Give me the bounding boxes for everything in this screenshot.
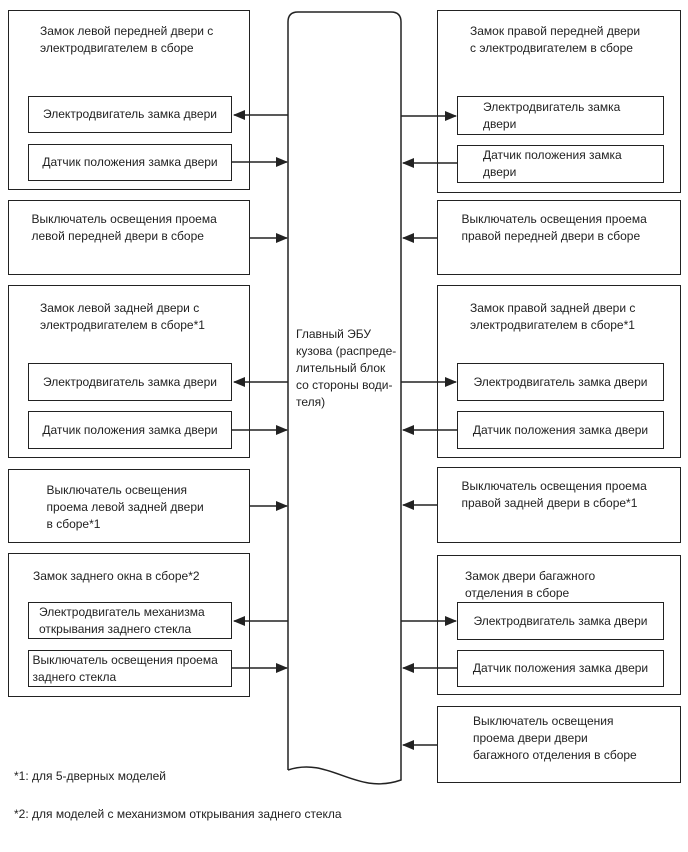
box-front-right-motor: Электродвигатель замка двери <box>457 96 664 135</box>
box-luggage-courtesy-switch: Выключатель освещения проема двери двери багажного отделения в сборе <box>437 706 681 783</box>
box-back-window-motor: Электродвигатель механизма открывания заднего стекла <box>28 602 232 639</box>
box-title: Замок левой задней двери с электродвигателем в сборе*1 <box>40 301 205 332</box>
ecu-label-line: Главный ЭБУ <box>296 327 372 341</box>
box-front-right-sensor: Датчик положения замка двери <box>457 145 664 183</box>
box-title: Замок левой передней двери с электродвигателем в сборе <box>40 24 214 55</box>
box-luggage-motor: Электродвигатель замка двери <box>457 602 664 640</box>
box-rear-right-courtesy-switch: Выключатель освещения проема правой задней двери в сборе*1 <box>437 467 681 543</box>
box-front-left-motor: Электродвигатель замка двери <box>28 96 232 133</box>
footnote-1: *1: для 5-дверных моделей <box>14 769 167 783</box>
box-rear-right-motor: Электродвигатель замка двери <box>457 363 664 401</box>
box-front-right-courtesy-switch: Выключатель освещения проема правой передней двери в сборе <box>437 200 681 275</box>
box-back-window-courtesy-switch: Выключатель освещения проема заднего стекла <box>28 650 232 687</box>
box-luggage-sensor: Датчик положения замка двери <box>457 650 664 687</box>
ecu-label-line: теля) <box>296 395 326 409</box>
box-title: Замок заднего окна в сборе*2 <box>33 569 200 583</box>
box-rear-left-motor: Электродвигатель замка двери <box>28 363 232 401</box>
ecu-label-line: со стороны води- <box>296 378 393 392</box>
box-rear-left-sensor: Датчик положения замка двери <box>28 411 232 449</box>
footnote-2: *2: для моделей с механизмом открывания заднего стекла <box>14 807 342 821</box>
box-title: Замок правой передней двери с электродвигателем в сборе <box>470 24 641 55</box>
box-title: Замок правой задней двери с электродвигателем в сборе*1 <box>470 301 636 332</box>
box-front-left-courtesy-switch: Выключатель освещения проема левой передней двери в сборе <box>8 200 250 275</box>
main-body-ecu-label <box>296 326 396 411</box>
box-rear-left-courtesy-switch: Выключатель освещения проема левой задней двери в сборе*1 <box>8 469 250 543</box>
ecu-label-line: кузова (распреде- <box>296 344 397 358</box>
box-title: Замок двери багажного отделения в сборе <box>465 569 596 600</box>
ecu-label-line: лительный блок <box>296 361 386 375</box>
box-front-left-sensor: Датчик положения замка двери <box>28 144 232 181</box>
box-rear-right-sensor: Датчик положения замка двери <box>457 411 664 449</box>
